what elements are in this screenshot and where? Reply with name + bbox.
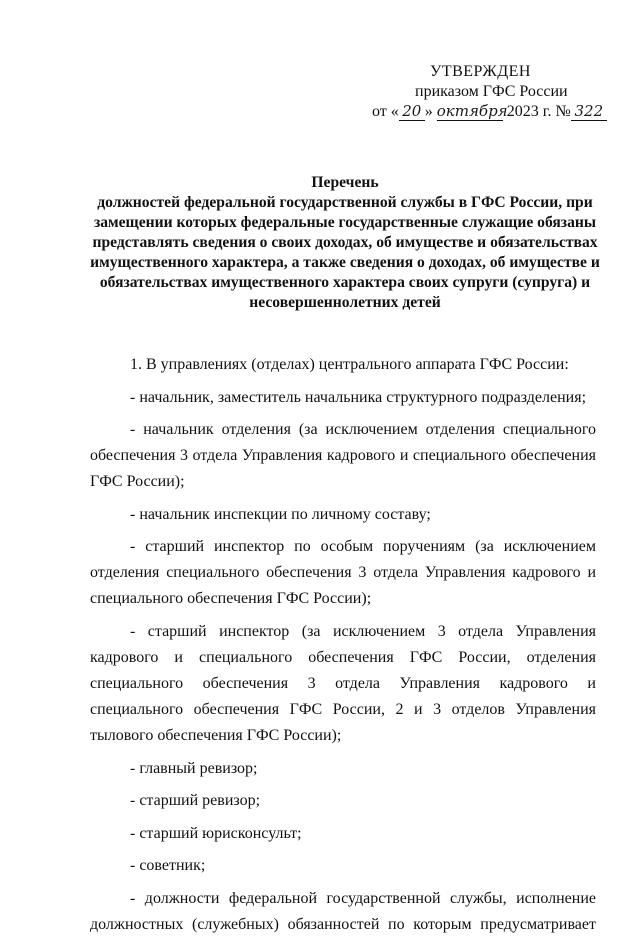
list-item: - начальник, заместитель начальника структурного подразделения; [130, 388, 587, 406]
heading-line: представлять сведения о своих доходах, об имуществе и обязательствах [92, 234, 598, 251]
approval-date-line [372, 102, 612, 122]
handwritten-month: октября [436, 102, 508, 120]
heading-title: Перечень [311, 174, 379, 191]
heading-line: несовершеннолетних детей [249, 294, 441, 311]
date-prefix: от « [372, 103, 399, 120]
document-body [90, 352, 596, 945]
year-text: 2023 г. № [506, 103, 571, 120]
approval-stamp [372, 62, 612, 122]
document-heading [60, 173, 630, 313]
handwritten-day: 20 [399, 103, 425, 121]
list-item: - советник; [130, 857, 206, 875]
list-item: 1. В управлениях (отделах) центрального аппарата ГФС России: [130, 356, 569, 373]
list-item: - старший юрисконсульт; [130, 824, 302, 842]
list-item: - должности федеральной государственной службы, исполнение должностных (служебных) обязанностей по которым предусматривает [90, 889, 596, 933]
handwritten-number: 322 [571, 103, 607, 121]
approval-title: УТВЕРЖДЕН [430, 63, 531, 80]
heading-line: обязательствах имущественного характера своих супруги (супруга) и [99, 274, 591, 291]
heading-line: имущественного характера, а также сведения о доходах, об имуществе и [90, 254, 600, 271]
list-item: - старший ревизор; [130, 792, 261, 810]
list-item: - старший инспектор по особым поручениям (за исключением отделения специального обеспечения 3 отдела Управления кадрового и специального обеспечения ГФС России); [90, 538, 596, 608]
list-item: - старший инспектор (за исключением 3 отдела Управления кадрового и специального обеспечения ГФС России, отделения специального обеспечения 3 отдела Управления кадрового и специального обеспечения ГФС России, 2 и 3 отделов Управления тылового обеспечения ГФС России); [90, 622, 596, 744]
approval-by: приказом ГФС России [415, 83, 568, 100]
list-item: - главный ревизор; [130, 759, 258, 777]
list-item: - начальник отделения (за исключением отделения специального обеспечения 3 отдела Управления кадрового и специального обеспечения ГФС России); [90, 421, 596, 491]
heading-line: должностей федеральной государственной службы в ГФС России, при [97, 194, 593, 211]
list-item: - начальник инспекции по личному составу; [130, 505, 431, 523]
heading-line: замещении которых федеральные государственные служащие обязаны [93, 214, 597, 231]
date-quote: » [424, 103, 433, 120]
